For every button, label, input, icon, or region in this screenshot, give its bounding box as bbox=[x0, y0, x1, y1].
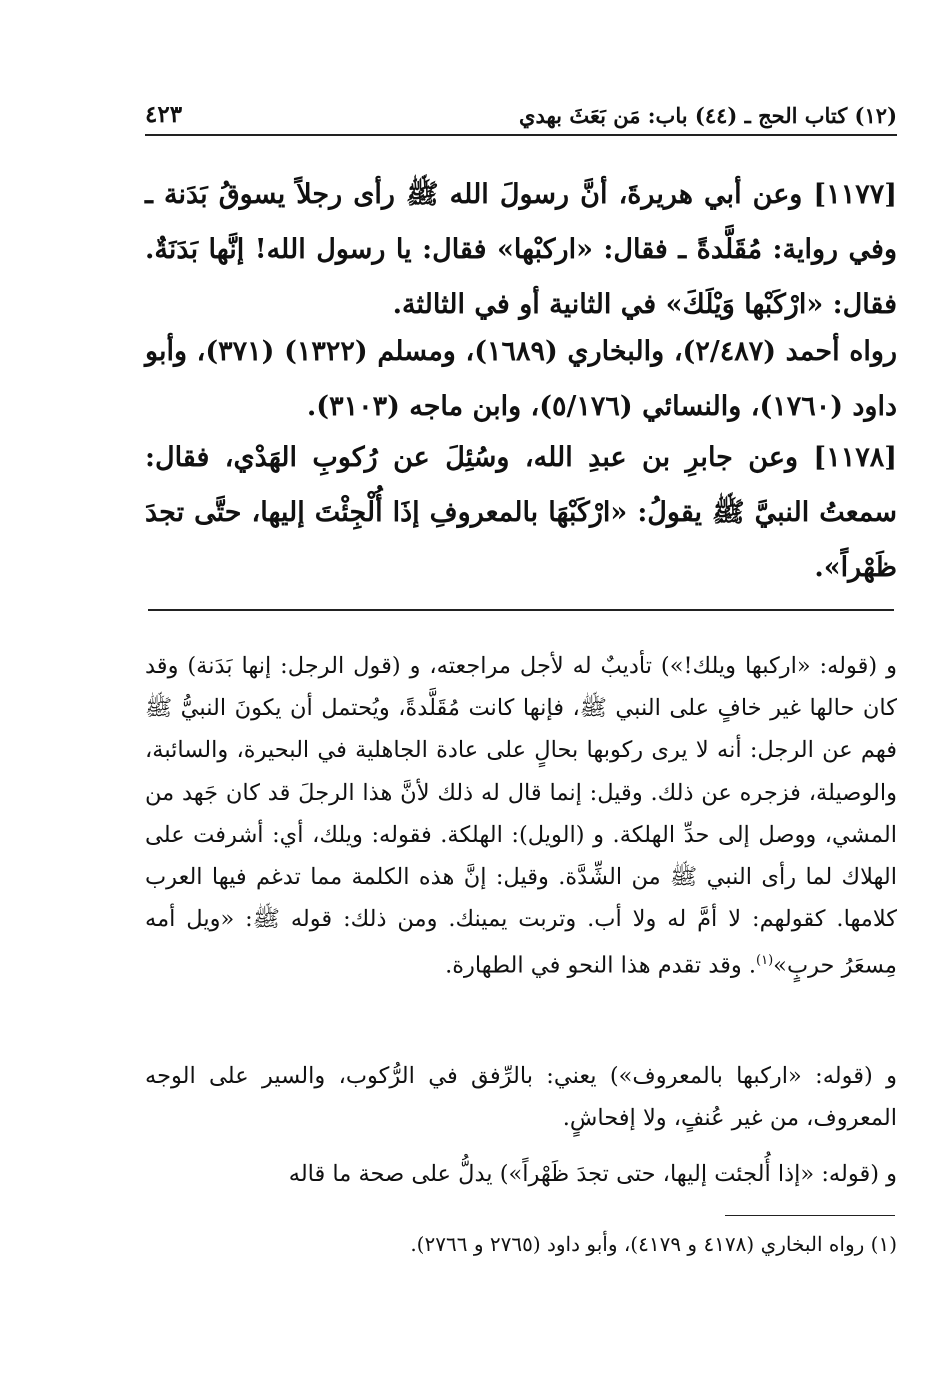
commentary-paragraph-2: و (قوله: «اركبها بالمعروف») يعني: بالرِّفق في الرُّكوب، والسير على الوجه المعروف، من غير عُنفٍ، ولا إفحاشٍ. bbox=[145, 1063, 897, 1132]
commentary-paragraph-1 bbox=[145, 645, 897, 987]
running-title: (١٢) كتاب الحج ـ (٤٤) باب: مَن بَعَثَ بهدي bbox=[519, 103, 897, 128]
footnote: (١) رواه البخاري (٤١٧٨ و ٤١٧٩)، وأبو داود (٢٧٦٥ و ٢٧٦٦). bbox=[410, 1232, 897, 1256]
commentary-text: و (قوله: «اركبها ويلك!») تأديبٌ له لأجل مراجعته، و (قول الرجل: إنها بَدَنة) وقد كان حالها غير خافٍ على النبي ﷺ، فإنها كانت مُقَلَّدةً، ويُحتمل أن يكونَ النبيُّ ﷺ فهم عن الرجل: أنه لا يرى ركوبها بحالٍ على عادة الجاهلية في البحيرة، والسائبة، والوصيلة، فزجره عن ذلك. وقيل: إنما قال له ذلك لأنَّ هذا الرجلَ قد كان جَهد من المشي، ووصل إلى حدِّ الهلكة. و (الويل): الهلكة. فقوله: ويلك، أي: أشرفت على الهلاك لما رأى النبي ﷺ من الشِّدَّة. وقيل: إنَّ هذه الكلمة مما تدغم فيها العرب كلامها. كقولهم: لا أمَّ له ولا أب. وتربت يمينك. ومن ذلك: قوله ﷺ: «ويل أمه مِسعَرُ حربٍ» bbox=[145, 653, 897, 979]
commentary-paragraph-3: و (قوله: «إذا أُلجئت إليها، حتى تجدَ ظَهْراً») يدلُّ على صحة ما قاله bbox=[288, 1161, 897, 1187]
page-number: ٤٢٣ bbox=[145, 101, 183, 128]
hadith-1178: [١١٧٨] وعن جابرِ بن عبدِ الله، وسُئِلَ عن رُكوبِ الهَدْي، فقال: سمعتُ النبيَّ ﷺ يقولُ: «ارْكَبْهَا بالمعروفِ إذَا أُلْجِئْتَ إليها، حتَّى تجدَ ظَهْراً». bbox=[145, 442, 897, 583]
footnote-divider bbox=[725, 1215, 895, 1216]
hadith-1177: [١١٧٧] وعن أبي هريرةَ، أنَّ رسولَ الله ﷺ رأى رجلاً يسوقُ بَدَنة ـ وفي رواية: مُقَلَّدةً ـ فقال: «اركبْها» فقال: يا رسول الله! إنَّها بَدَنَةٌ. فقال: «ارْكَبْها وَيْلَكَ» في الثانية أو في الثالثة. bbox=[145, 179, 897, 320]
commentary-text-continued: . وقد تقدم هذا النحو في الطهارة. bbox=[445, 952, 757, 979]
text-commentary-divider bbox=[148, 609, 894, 611]
page-header bbox=[145, 96, 897, 136]
hadith-1177-takhrij: رواه أحمد (٢/٤٨٧)، والبخاري (١٦٨٩)، ومسلم (١٣٢٢) (٣٧١)، وأبو داود (١٧٦٠)، والنسائي (٥/١٧٦)، وابن ماجه (٣١٠٣). bbox=[145, 336, 897, 422]
footnote-marker: (١) bbox=[756, 953, 774, 969]
